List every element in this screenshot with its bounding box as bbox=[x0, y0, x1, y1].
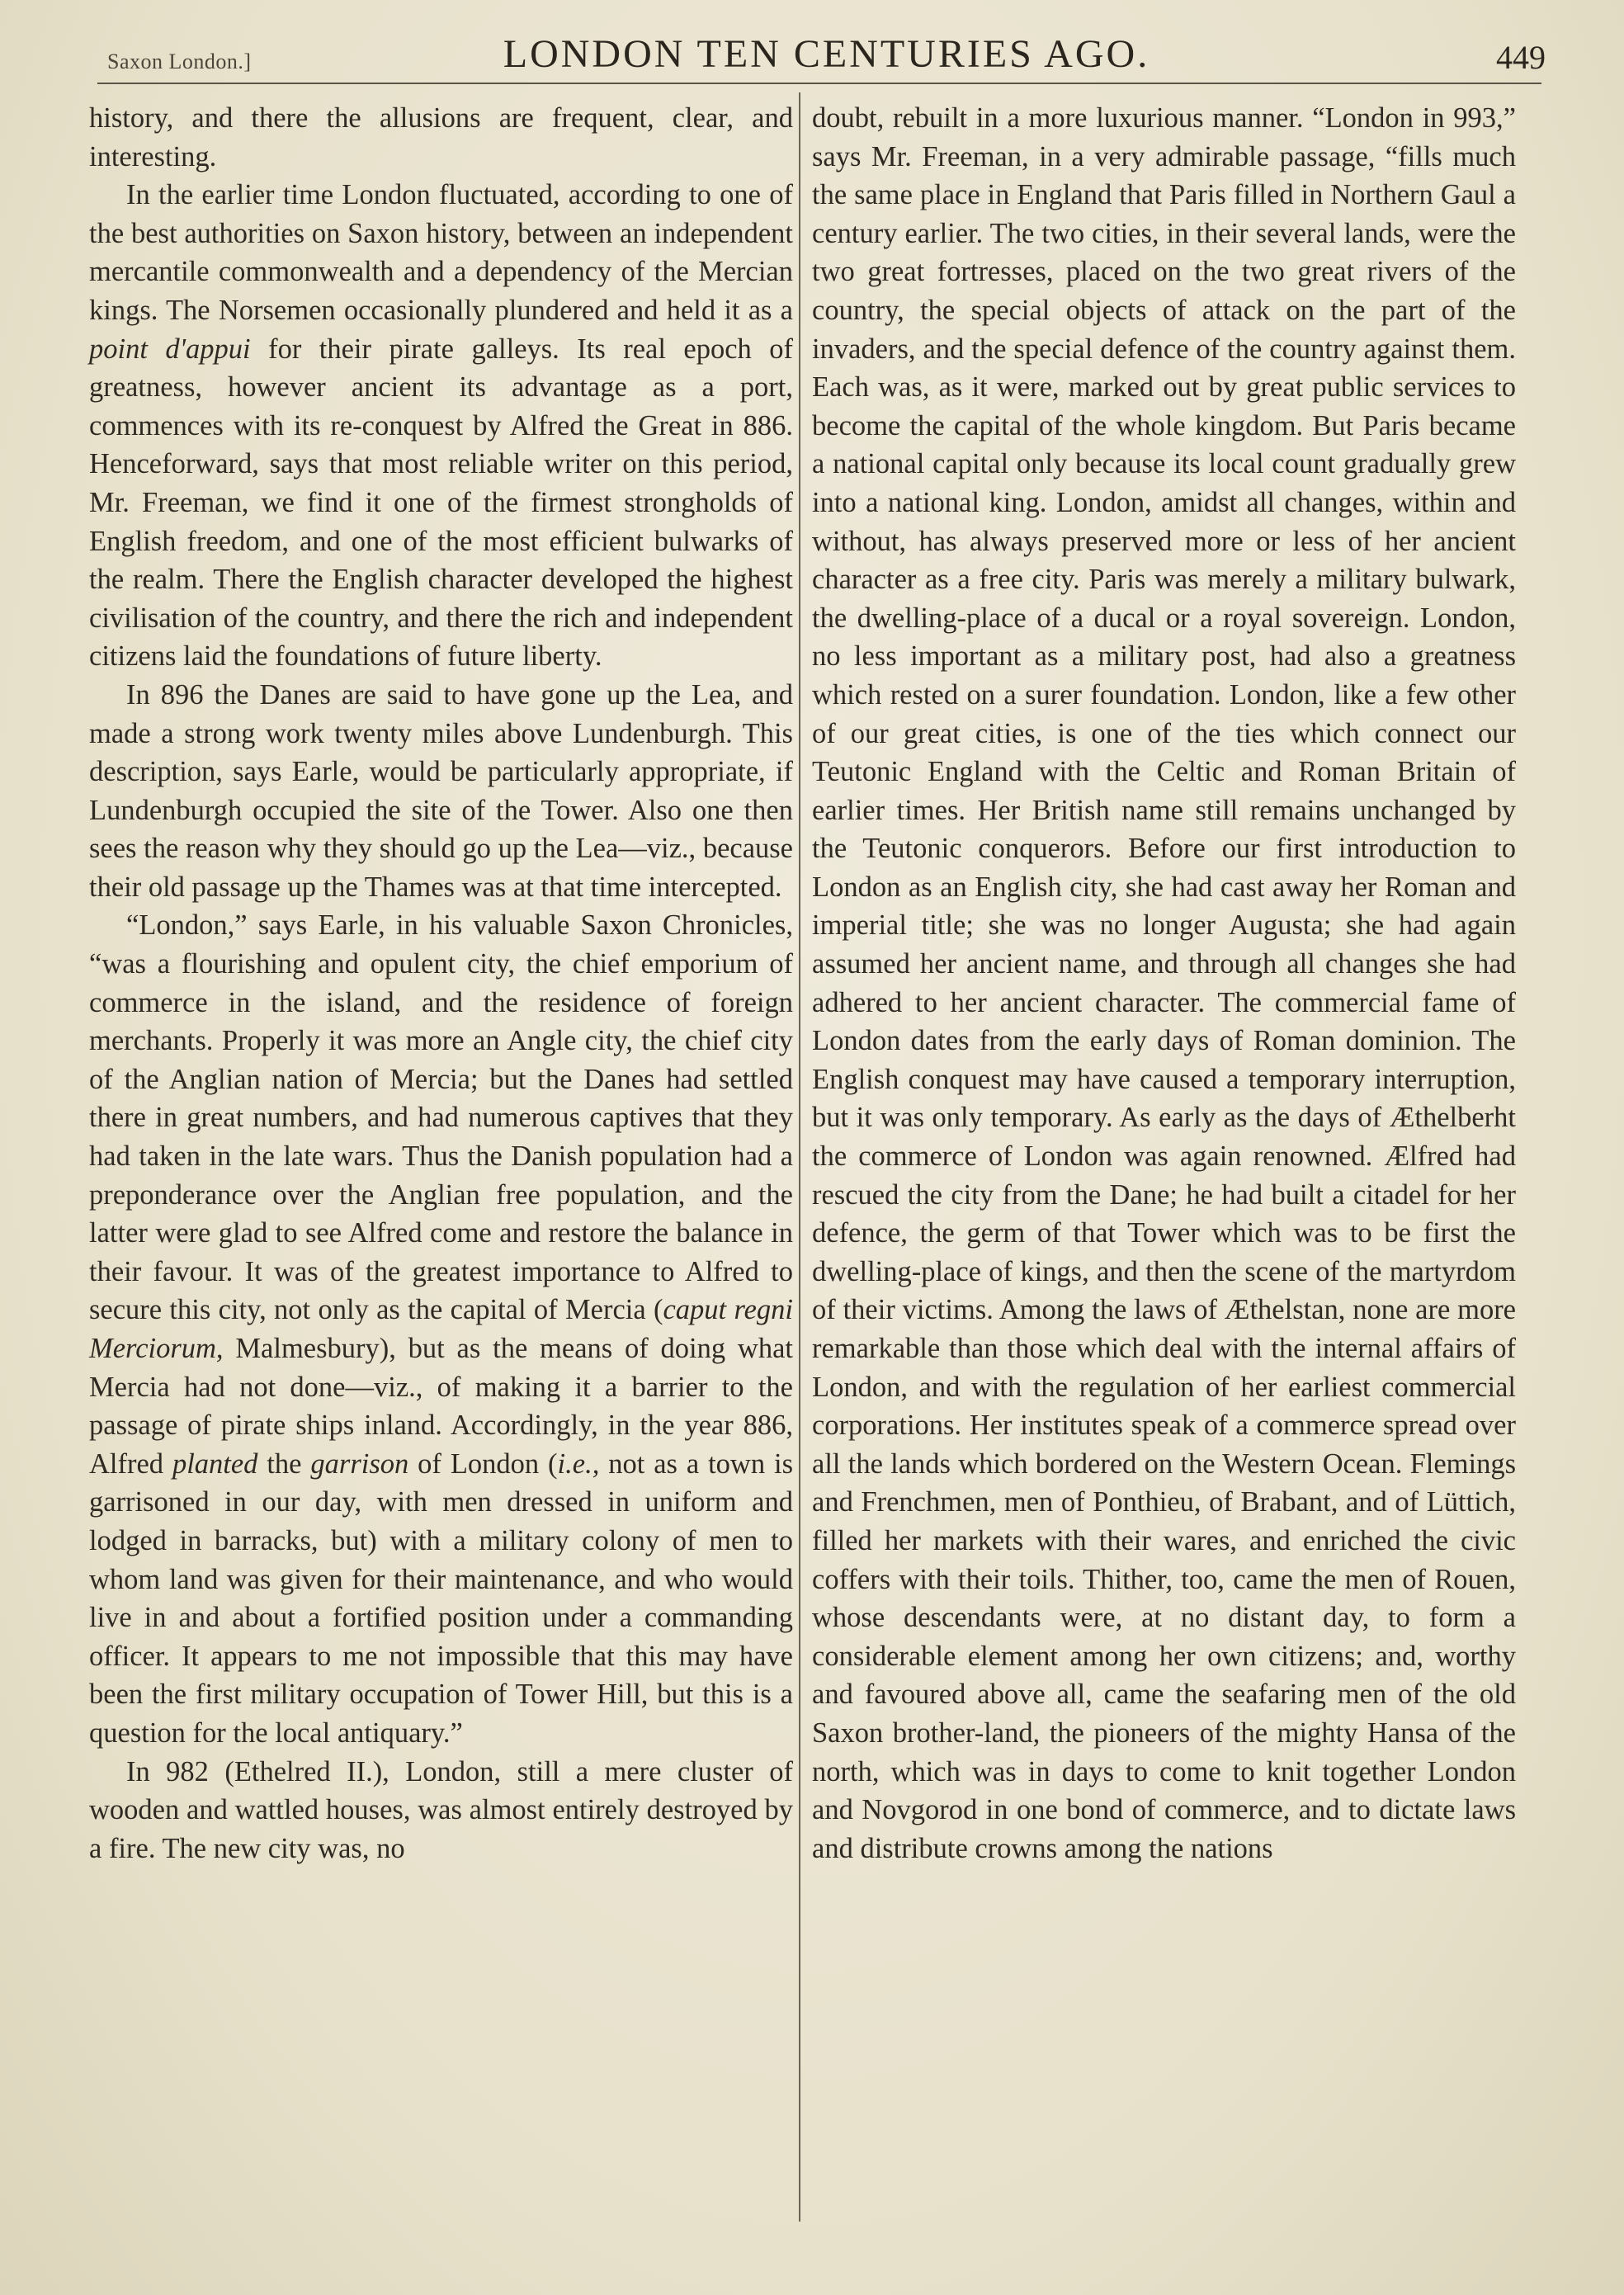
text-run: the bbox=[257, 1447, 311, 1480]
italic-phrase: i.e., bbox=[557, 1447, 600, 1480]
text-run: not as a town is garrisoned in our day, with men dressed in uniform and lodged in barracks, but) with a military colony of men to whom land was given for their maintenance, and who would live in and about a fortified position under a commanding officer. It appears to me not impossible that this may have been the first military occupation of Tower Hill, but this is a question for the local antiquary.” bbox=[89, 1447, 793, 1749]
text-run: “London,” says Earle, in his valuable Saxon Chronicles, “was a flourishing and opulent city, the chief emporium of commerce in the island, and the residence of foreign merchants. Properly it was more an Angle city, the chief city of the Anglian nation of Mercia; but the Danes had settled there in great numbers, and had numerous captives that they had taken in the late wars. Thus the Danish population had a preponderance over the Anglian free population, and the latter were glad to see Alfred come and restore the balance in their favour. It was of the greatest importance to Alfred to secure this city, not only as the capital of Mercia ( bbox=[89, 909, 793, 1326]
running-head-title: LONDON TEN CENTURIES AGO. bbox=[503, 32, 1150, 76]
text-run: In the earlier time London fluctuated, according to one of the best authorities on Saxon history, between an independent mercantile commonwealth and a dependency of the Mercian kings. The Norsemen occasionally plundered and held it as a bbox=[89, 179, 793, 326]
italic-phrase: point d'appui bbox=[89, 333, 251, 365]
running-head-section: Saxon London.] bbox=[107, 50, 252, 73]
paragraph: In 982 (Ethelred II.), London, still a mere cluster of wooden and wattled houses, was almost entirely destroyed by a fire. The new city was, no bbox=[89, 1755, 793, 1864]
column-divider bbox=[799, 92, 800, 2222]
page-header bbox=[107, 28, 1546, 79]
italic-phrase: caput regni Merciorum, bbox=[89, 1294, 793, 1364]
paragraph bbox=[89, 176, 793, 676]
italic-phrase: planted bbox=[172, 1447, 258, 1480]
left-column bbox=[89, 99, 793, 1868]
header-rule bbox=[97, 83, 1541, 84]
paragraph: In 896 the Danes are said to have gone up the Lea, and made a strong work twenty miles above Lundenburgh. This description, says Earle, would be particularly appropriate, if Lundenburgh occupied the site of the Tower. Also one then sees the reason why they should go up the Lea—viz., because their old passage up the Thames was at that time intercepted. bbox=[89, 678, 793, 903]
text-run: Malmesbury), but as the means of doing what Mercia had not done—viz., of making it a barrier to the passage of pirate ships inland. Accordingly, in the year 886, Alfred bbox=[89, 1333, 793, 1480]
italic-phrase: garrison bbox=[310, 1447, 409, 1480]
paragraph bbox=[89, 906, 793, 1752]
text-run: for their pirate galleys. Its real epoch of greatness, however ancient its advantage as a port, commences with its re-conquest by Alfred the Great in 886. Henceforward, says that most reliable writer on this period, Mr. Freeman, we find it one of the firmest strongholds of English freedom, and one of the most efficient bulwarks of the realm. There the English character developed the highest civilisation of the country, and there the rich and independent citizens laid the foundations of future liberty. bbox=[89, 333, 793, 673]
paragraph: history, and there the allusions are frequent, clear, and interesting. bbox=[89, 102, 793, 172]
text-run: of London ( bbox=[408, 1447, 558, 1480]
paragraph: doubt, rebuilt in a more luxurious manner. “London in 993,” says Mr. Freeman, in a very admirable passage, “fills much the same place in England that Paris filled in Northern Gaul a century earlier. The two cities, in their several lands, were the two great fortresses, placed on the two great rivers of the country, the special objects of attack on the part of the invaders, and the special defence of the country against them. Each was, as it were, marked out by great public services to become the capital of the whole kingdom. But Paris became a national capital only because its local count gradually grew into a national king. London, amidst all changes, within and without, has always preserved more or less of her ancient character as a free city. Paris was merely a military bulwark, the dwelling-place of a ducal or a royal sovereign. London, no less important as a military post, had also a greatness which rested on a surer foundation. London, like a few other of our great cities, is one of the ties which connect our Teutonic England with the Celtic and Roman Britain of earlier times. Her British name still remains unchanged by the Teutonic conquerors. Before our first introduction to London as an English city, she had cast away her Roman and imperial title; she was no longer Augusta; she had again assumed her ancient name, and through all changes she had adhered to her ancient character. The commercial fame of London dates from the early days of Roman dominion. The English conquest may have caused a temporary interruption, but it was only temporary. As early as the days of Æthelberht the commerce of London was again renowned. Ælfred had rescued the city from the Dane; he had built a citadel for her defence, the germ of that Tower which was to be first the dwelling-place of kings, and then the scene of the martyrdom of their victims. Among the laws of Æthelstan, none are more remarkable than those which deal with the internal affairs of London, and with the regulation of her earliest commercial corporations. Her institutes speak of a commerce spread over all the lands which bordered on the Western Ocean. Flemings and Frenchmen, men of Ponthieu, of Brabant, and of Lüttich, filled her markets with their wares, and enriched the civic coffers with their toils. Thither, too, came the men of Rouen, whose descendants were, at no distant day, to form a considerable element among her own citizens; and, worthy and favoured above all, came the seafaring men of the old Saxon brother-land, the pioneers of the mighty Hansa of the north, which was in days to come to knit together London and Novgorod in one bond of commerce, and to dictate laws and distribute crowns among the nations bbox=[812, 102, 1516, 1864]
page-number: 449 bbox=[1496, 39, 1546, 76]
right-column bbox=[812, 99, 1516, 1868]
